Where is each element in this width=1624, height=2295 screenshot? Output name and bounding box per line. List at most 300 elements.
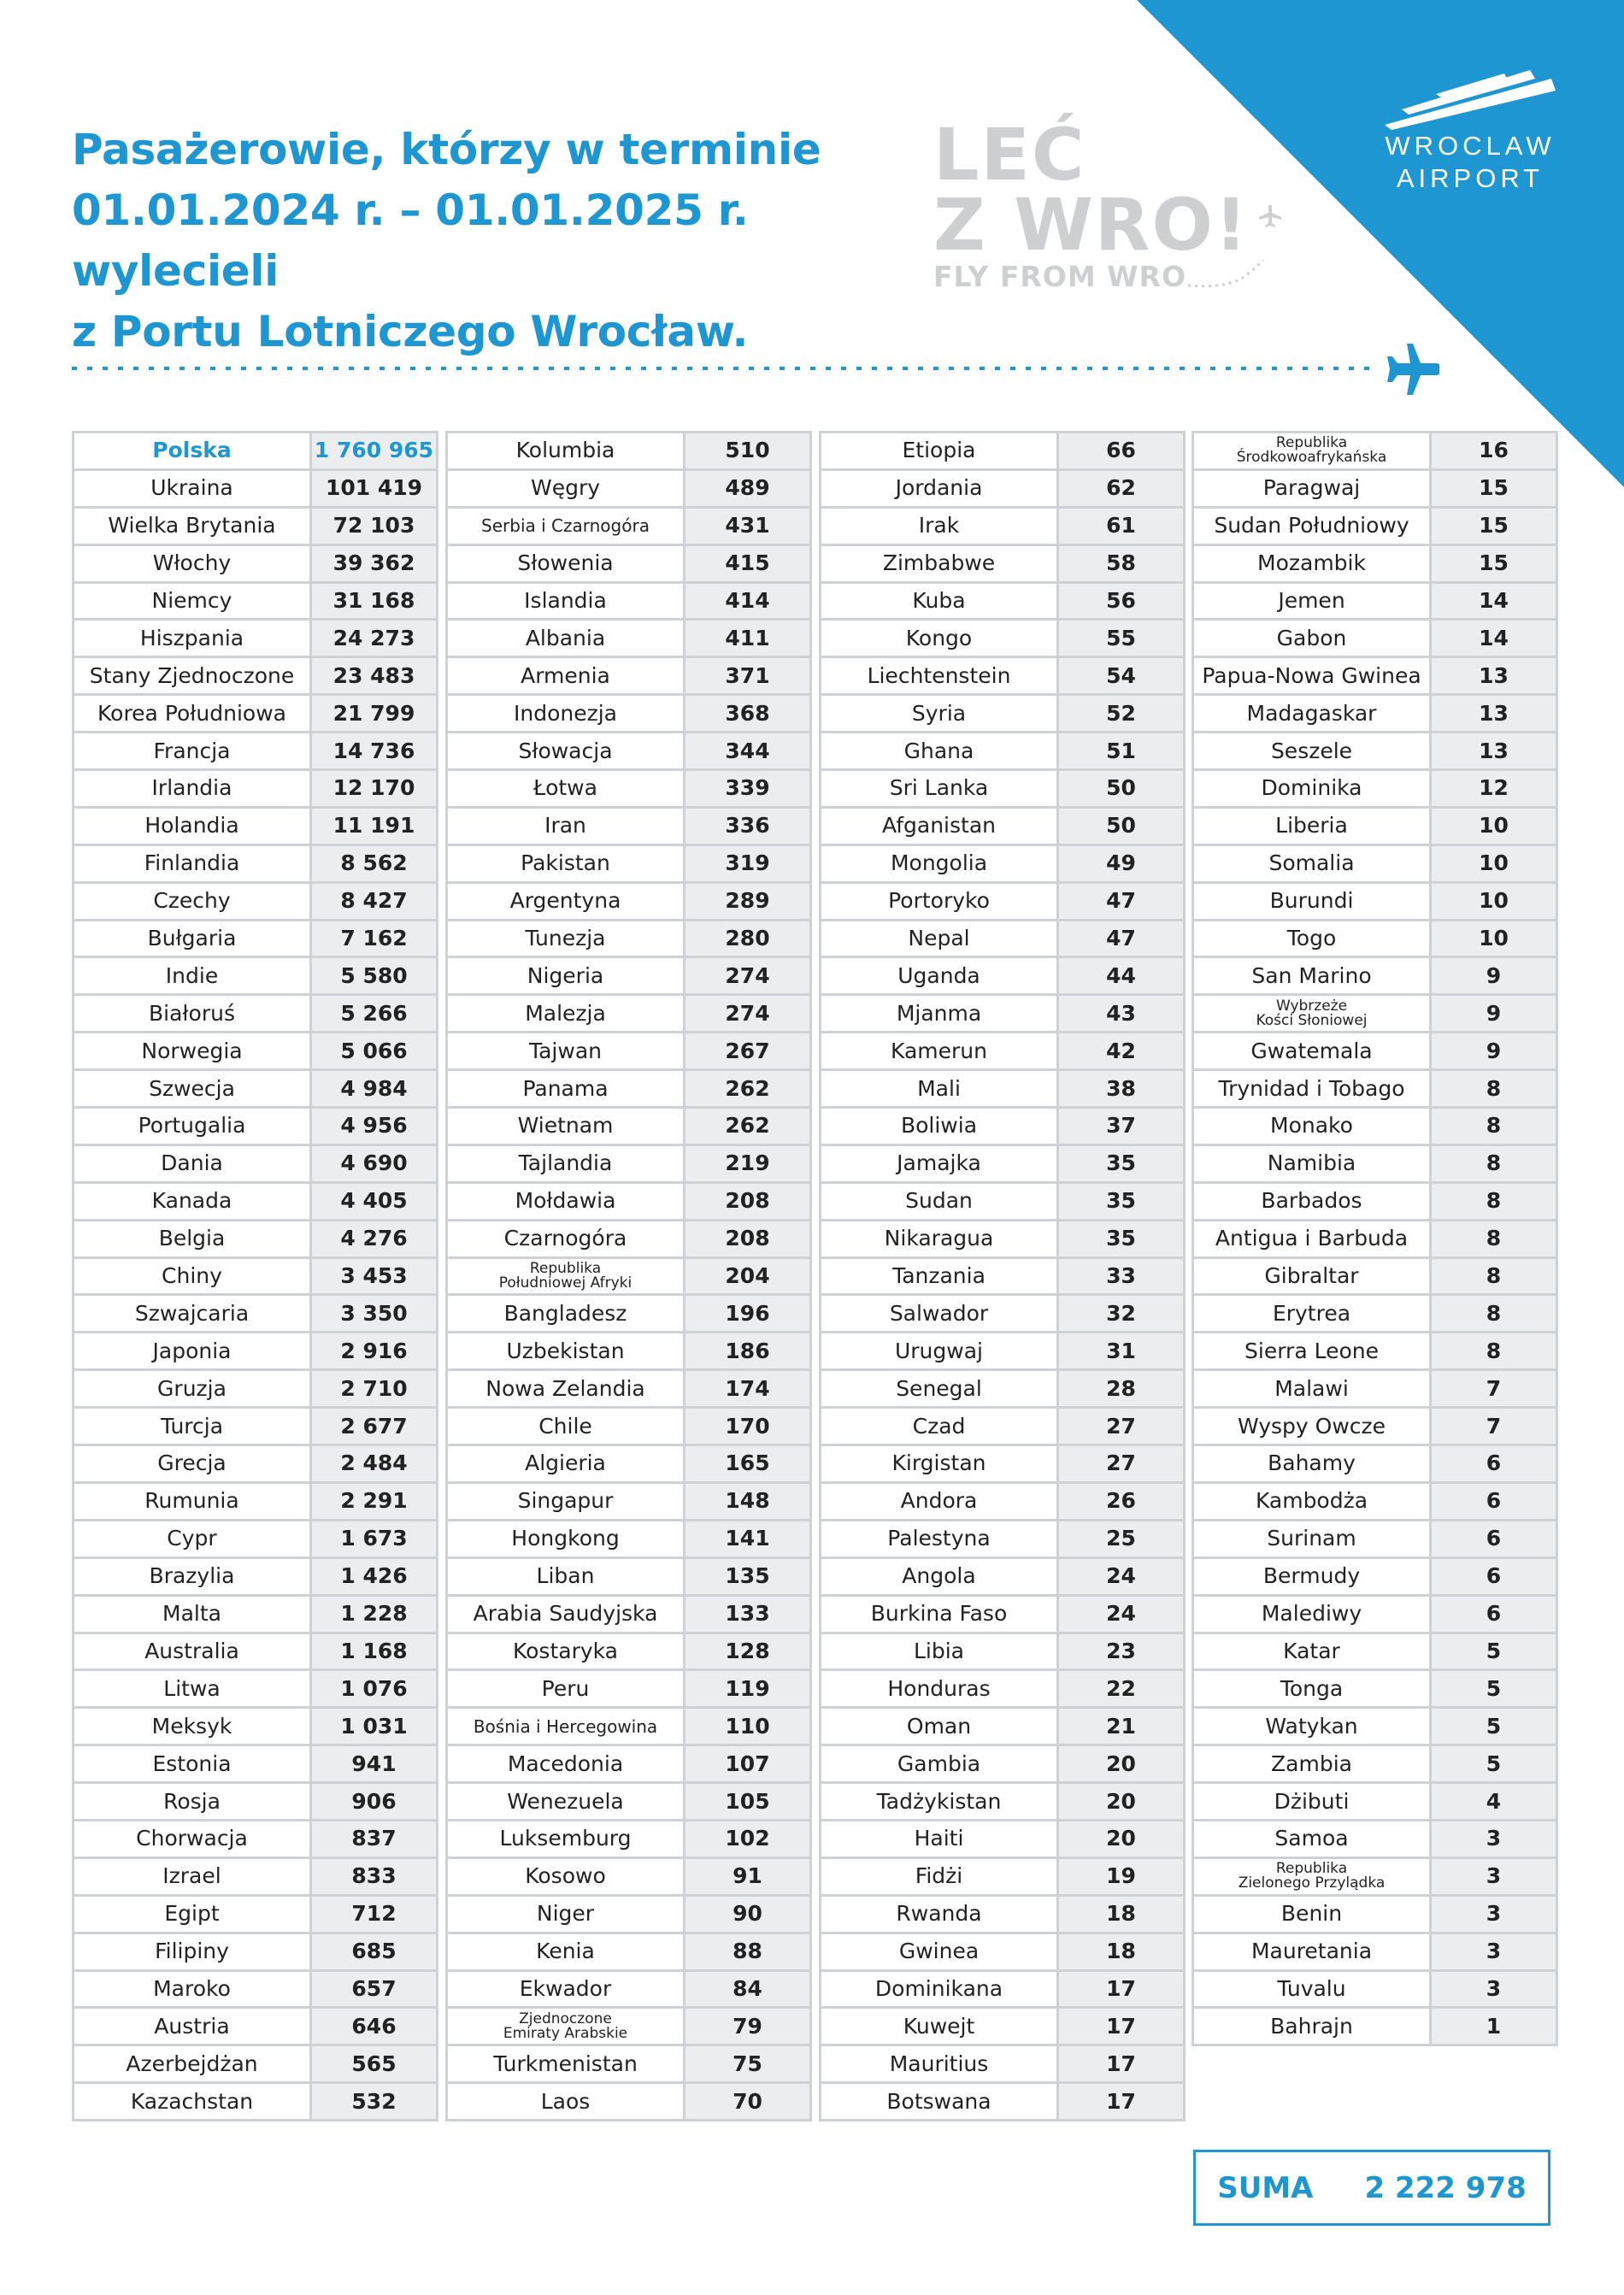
table-row <box>447 1295 811 1333</box>
country-name: Monako <box>1193 1108 1431 1145</box>
table-row <box>447 1520 811 1557</box>
country-name: Kuwejt <box>821 2008 1058 2045</box>
table-row <box>821 770 1185 808</box>
passenger-count: 6 <box>1431 1445 1557 1483</box>
passenger-count: 262 <box>685 1108 811 1145</box>
passenger-count: 33 <box>1058 1257 1185 1295</box>
passenger-count: 21 <box>1058 1708 1185 1745</box>
country-name: Mołdawia <box>447 1182 685 1220</box>
plane-icon <box>1257 203 1283 229</box>
country-name: Namibia <box>1193 1145 1431 1182</box>
passenger-count: 8 427 <box>311 882 438 920</box>
table-row <box>1193 1445 1557 1483</box>
country-name: Salwador <box>821 1295 1058 1333</box>
table-row <box>447 1783 811 1821</box>
country-name: Węgry <box>447 469 685 507</box>
table-row <box>74 1820 438 1857</box>
country-name: Laos <box>447 2083 685 2121</box>
passenger-count: 174 <box>685 1370 811 1408</box>
country-name: Zimbabwe <box>821 544 1058 582</box>
country-name: Tunezja <box>447 920 685 957</box>
passenger-count: 88 <box>685 1933 811 1970</box>
passenger-count: 7 <box>1431 1408 1557 1445</box>
passenger-count: 4 984 <box>311 1070 438 1108</box>
table-row <box>821 1595 1185 1633</box>
passenger-count: 8 <box>1431 1257 1557 1295</box>
table-row <box>821 1933 1185 1970</box>
passenger-count: 17 <box>1058 1970 1185 2008</box>
passenger-count: 22 <box>1058 1670 1185 1708</box>
table-row <box>447 1408 811 1445</box>
passenger-count: 837 <box>311 1820 438 1857</box>
table-row <box>447 1970 811 2008</box>
table-row <box>74 844 438 882</box>
table-row <box>1193 1933 1557 1970</box>
passenger-count: 2 677 <box>311 1408 438 1445</box>
country-name: Rwanda <box>821 1895 1058 1933</box>
table-row <box>1193 1145 1557 1182</box>
passenger-count: 1 426 <box>311 1557 438 1595</box>
country-name: Stany Zjednoczone <box>74 657 311 695</box>
passenger-count: 1 673 <box>311 1520 438 1557</box>
slogan-line-row <box>933 183 1292 267</box>
passenger-count: 12 <box>1431 770 1557 808</box>
passenger-count: 14 <box>1431 620 1557 657</box>
country-name: Samoa <box>1193 1820 1431 1857</box>
table-row <box>447 1633 811 1670</box>
table-row <box>821 433 1185 470</box>
table-row <box>447 1857 811 1895</box>
passenger-count: 79 <box>685 2008 811 2045</box>
country-name: Maroko <box>74 1970 311 2008</box>
passenger-count: 319 <box>685 844 811 882</box>
country-name: Estonia <box>74 1745 311 1783</box>
country-name: Litwa <box>74 1670 311 1708</box>
country-name: Bangladesz <box>447 1295 685 1333</box>
passenger-count: 267 <box>685 1033 811 1070</box>
country-name: Wybrzeże Kości Słoniowej <box>1193 995 1431 1033</box>
passenger-count: 3 <box>1431 1970 1557 2008</box>
country-name: Belgia <box>74 1220 311 1257</box>
passenger-count: 371 <box>685 657 811 695</box>
country-name: Chiny <box>74 1257 311 1295</box>
table-row <box>447 882 811 920</box>
passenger-count: 128 <box>685 1633 811 1670</box>
passenger-count: 58 <box>1058 544 1185 582</box>
passenger-count: 84 <box>685 1970 811 2008</box>
passenger-count: 336 <box>685 807 811 844</box>
country-name: Wielka Brytania <box>74 507 311 544</box>
table-row <box>447 807 811 844</box>
passenger-count: 35 <box>1058 1145 1185 1182</box>
country-name: Kazachstan <box>74 2083 311 2121</box>
country-name: Pakistan <box>447 844 685 882</box>
table-row <box>1193 1370 1557 1408</box>
country-name: Nikaragua <box>821 1220 1058 1257</box>
country-name: Białoruś <box>74 995 311 1033</box>
country-name: Nepal <box>821 920 1058 957</box>
table-row <box>447 695 811 733</box>
country-name: Słowenia <box>447 544 685 582</box>
country-name: Haiti <box>821 1820 1058 1857</box>
country-name: Gambia <box>821 1745 1058 1783</box>
passenger-count: 2 710 <box>311 1370 438 1408</box>
country-name: Izrael <box>74 1857 311 1895</box>
table-row <box>821 582 1185 620</box>
table-row <box>74 1445 438 1483</box>
table-row <box>1193 1595 1557 1633</box>
country-name: Arabia Saudyjska <box>447 1595 685 1633</box>
table-row <box>74 1970 438 2008</box>
table-row <box>821 1257 1185 1295</box>
table-row <box>1193 433 1557 470</box>
passenger-count: 13 <box>1431 695 1557 733</box>
passenger-count: 102 <box>685 1820 811 1857</box>
country-name: Uganda <box>821 957 1058 995</box>
table-row <box>74 1708 438 1745</box>
country-name: Afganistan <box>821 807 1058 844</box>
passenger-count: 35 <box>1058 1182 1185 1220</box>
passenger-count: 28 <box>1058 1370 1185 1408</box>
passenger-count: 5 <box>1431 1708 1557 1745</box>
table-row <box>821 657 1185 695</box>
country-name: Nigeria <box>447 957 685 995</box>
passenger-count: 7 162 <box>311 920 438 957</box>
table-row <box>74 2008 438 2045</box>
table-row <box>447 1895 811 1933</box>
country-name: Macedonia <box>447 1745 685 1783</box>
country-name: Mozambik <box>1193 544 1431 582</box>
country-name: Albania <box>447 620 685 657</box>
table-row <box>821 995 1185 1033</box>
passenger-count: 5 <box>1431 1745 1557 1783</box>
table-row <box>74 2083 438 2121</box>
passenger-count: 11 191 <box>311 807 438 844</box>
table-row <box>74 882 438 920</box>
passenger-count: 23 <box>1058 1633 1185 1670</box>
country-name: Algieria <box>447 1445 685 1483</box>
passenger-count: 38 <box>1058 1070 1185 1108</box>
country-name: Irak <box>821 507 1058 544</box>
passenger-count: 685 <box>311 1933 438 1970</box>
passenger-count: 101 419 <box>311 469 438 507</box>
country-name: Barbados <box>1193 1182 1431 1220</box>
table-row <box>447 1820 811 1857</box>
passenger-count: 6 <box>1431 1520 1557 1557</box>
passenger-count: 262 <box>685 1070 811 1108</box>
passenger-count: 289 <box>685 882 811 920</box>
passenger-count: 186 <box>685 1333 811 1370</box>
passenger-count: 411 <box>685 620 811 657</box>
country-name: Gwinea <box>821 1933 1058 1970</box>
table-row <box>74 1520 438 1557</box>
country-name: Jordania <box>821 469 1058 507</box>
country-name: Portoryko <box>821 882 1058 920</box>
passenger-count: 10 <box>1431 882 1557 920</box>
table-row <box>1193 733 1557 770</box>
title-line: z Portu Lotniczego Wrocław. <box>72 307 749 356</box>
country-name: Tonga <box>1193 1670 1431 1708</box>
country-name: Argentyna <box>447 882 685 920</box>
table-row <box>821 695 1185 733</box>
table-row <box>1193 1257 1557 1295</box>
country-name: Norwegia <box>74 1033 311 1070</box>
country-name: Zjednoczone Emiraty Arabskie <box>447 2008 685 2045</box>
table-row <box>447 733 811 770</box>
table-row <box>1193 1857 1557 1895</box>
country-name: Dominika <box>1193 770 1431 808</box>
country-table <box>819 431 1186 2121</box>
passenger-count: 510 <box>685 433 811 470</box>
passenger-count: 47 <box>1058 920 1185 957</box>
country-name: Malezja <box>447 995 685 1033</box>
country-name: Dania <box>74 1145 311 1182</box>
passenger-count: 5 580 <box>311 957 438 995</box>
table-row <box>74 1482 438 1520</box>
country-name: Sudan Południowy <box>1193 507 1431 544</box>
passenger-count: 280 <box>685 920 811 957</box>
table-row <box>74 1182 438 1220</box>
country-name: Bahamy <box>1193 1445 1431 1483</box>
country-name: Tajlandia <box>447 1145 685 1182</box>
passenger-count: 6 <box>1431 1557 1557 1595</box>
table-row <box>1193 1182 1557 1220</box>
country-name: Francja <box>74 733 311 770</box>
country-name: Singapur <box>447 1482 685 1520</box>
passenger-count: 3 350 <box>311 1295 438 1333</box>
passenger-count: 196 <box>685 1295 811 1333</box>
passenger-count: 66 <box>1058 433 1185 470</box>
passenger-count: 20 <box>1058 1783 1185 1821</box>
country-name: Mali <box>821 1070 1058 1108</box>
country-name: Japonia <box>74 1333 311 1370</box>
passenger-count: 219 <box>685 1145 811 1182</box>
table-row <box>447 1070 811 1108</box>
country-name: Rumunia <box>74 1482 311 1520</box>
table-row <box>74 1333 438 1370</box>
flight-path-divider <box>72 342 1439 402</box>
title-line: 01.01.2024 r. – 01.01.2025 r. wylecieli <box>72 185 749 296</box>
passenger-count: 52 <box>1058 695 1185 733</box>
table-row <box>1193 1333 1557 1370</box>
passenger-count: 2 916 <box>311 1333 438 1370</box>
table-row <box>74 544 438 582</box>
table-row <box>821 1970 1185 2008</box>
table-row <box>74 620 438 657</box>
table-row <box>74 695 438 733</box>
passenger-count: 532 <box>311 2083 438 2121</box>
passenger-count: 4 405 <box>311 1182 438 1220</box>
table-row <box>447 957 811 995</box>
country-name: Iran <box>447 807 685 844</box>
table-row <box>1193 1895 1557 1933</box>
table-row <box>74 1070 438 1108</box>
table-row <box>821 1070 1185 1108</box>
table-row <box>447 2045 811 2083</box>
country-table <box>445 431 812 2121</box>
table-row <box>447 995 811 1033</box>
table-row <box>447 469 811 507</box>
table-row <box>821 1445 1185 1483</box>
table-row <box>447 1145 811 1182</box>
table-row <box>74 733 438 770</box>
country-name: Bułgaria <box>74 920 311 957</box>
passenger-count: 119 <box>685 1670 811 1708</box>
passenger-count: 1 076 <box>311 1670 438 1708</box>
country-name: Boliwia <box>821 1108 1058 1145</box>
table-row <box>821 1670 1185 1708</box>
country-name: Polska <box>74 433 311 470</box>
passenger-count: 135 <box>685 1557 811 1595</box>
passenger-count: 62 <box>1058 469 1185 507</box>
country-name: Filipiny <box>74 1933 311 1970</box>
country-name: Jemen <box>1193 582 1431 620</box>
table-row <box>1193 957 1557 995</box>
country-name: Trynidad i Tobago <box>1193 1070 1431 1108</box>
table-row <box>1193 882 1557 920</box>
slogan-subline-row <box>933 260 1292 294</box>
table-row <box>447 1595 811 1633</box>
table-row <box>1193 469 1557 507</box>
passenger-count: 415 <box>685 544 811 582</box>
table-row <box>447 2008 811 2045</box>
country-name: Kostaryka <box>447 1633 685 1670</box>
passenger-count: 6 <box>1431 1482 1557 1520</box>
table-row <box>74 807 438 844</box>
airport-wing-icon <box>1385 70 1556 130</box>
passenger-count: 39 362 <box>311 544 438 582</box>
country-name: Egipt <box>74 1895 311 1933</box>
country-name: Czarnogóra <box>447 1220 685 1257</box>
country-name: Angola <box>821 1557 1058 1595</box>
passenger-count: 4 956 <box>311 1108 438 1145</box>
country-name: Surinam <box>1193 1520 1431 1557</box>
table-row <box>447 844 811 882</box>
passenger-count: 17 <box>1058 2083 1185 2121</box>
table-row <box>74 920 438 957</box>
passenger-count: 27 <box>1058 1408 1185 1445</box>
country-name: Republika Zielonego Przylądka <box>1193 1857 1431 1895</box>
country-name: Benin <box>1193 1895 1431 1933</box>
table-row <box>1193 1108 1557 1145</box>
passenger-count: 141 <box>685 1520 811 1557</box>
table-row <box>74 1633 438 1670</box>
passenger-count: 61 <box>1058 507 1185 544</box>
country-name: Ekwador <box>447 1970 685 2008</box>
table-row <box>447 1370 811 1408</box>
country-name: Sierra Leone <box>1193 1333 1431 1370</box>
table-row <box>1193 1033 1557 1070</box>
table-row <box>1193 695 1557 733</box>
table-row <box>74 1557 438 1595</box>
table-row <box>821 882 1185 920</box>
table-row <box>1193 1708 1557 1745</box>
passenger-count: 15 <box>1431 469 1557 507</box>
passenger-count: 4 690 <box>311 1145 438 1182</box>
table-row <box>821 1520 1185 1557</box>
country-name: Szwajcaria <box>74 1295 311 1333</box>
country-name: Turkmenistan <box>447 2045 685 2083</box>
passenger-count: 339 <box>685 770 811 808</box>
passenger-count: 18 <box>1058 1895 1185 1933</box>
table-row <box>74 507 438 544</box>
passenger-count: 32 <box>1058 1295 1185 1333</box>
table-row <box>821 1108 1185 1145</box>
table-row <box>74 1033 438 1070</box>
passenger-count: 10 <box>1431 807 1557 844</box>
country-name: Serbia i Czarnogóra <box>447 507 685 544</box>
country-name: Turcja <box>74 1408 311 1445</box>
passenger-count: 1 031 <box>311 1708 438 1745</box>
passenger-count: 20 <box>1058 1745 1185 1783</box>
country-name: Tanzania <box>821 1257 1058 1295</box>
country-name: Bahrajn <box>1193 2008 1431 2045</box>
passenger-count: 10 <box>1431 844 1557 882</box>
country-name: Indie <box>74 957 311 995</box>
airport-logo <box>1363 70 1577 207</box>
country-name: Portugalia <box>74 1108 311 1145</box>
table-row <box>1193 1670 1557 1708</box>
table-row <box>74 770 438 808</box>
passenger-count: 8 <box>1431 1145 1557 1182</box>
country-name: Australia <box>74 1633 311 1670</box>
passenger-count: 657 <box>311 1970 438 2008</box>
passenger-count: 13 <box>1431 733 1557 770</box>
country-name: Austria <box>74 2008 311 2045</box>
table-row <box>821 1857 1185 1895</box>
passenger-count: 2 484 <box>311 1445 438 1483</box>
table-row <box>447 544 811 582</box>
passenger-count: 10 <box>1431 920 1557 957</box>
airport-name-line: AIRPORT <box>1396 163 1545 193</box>
passenger-count: 14 <box>1431 582 1557 620</box>
passenger-count: 19 <box>1058 1857 1185 1895</box>
country-name: Burkina Faso <box>821 1595 1058 1633</box>
title-line: Pasażerowie, którzy w terminie <box>72 125 821 174</box>
passenger-count: 90 <box>685 1895 811 1933</box>
table-row <box>447 1333 811 1370</box>
table-row <box>74 1108 438 1145</box>
passenger-count: 9 <box>1431 995 1557 1033</box>
passenger-count: 24 <box>1058 1595 1185 1633</box>
page-title <box>72 120 927 362</box>
table-row <box>447 582 811 620</box>
table-row <box>1193 1295 1557 1333</box>
passenger-count: 3 <box>1431 1857 1557 1895</box>
table-row <box>447 1257 811 1295</box>
country-name: Niger <box>447 1895 685 1933</box>
passenger-count: 8 <box>1431 1220 1557 1257</box>
country-name: Rosja <box>74 1783 311 1821</box>
passenger-count: 43 <box>1058 995 1185 1033</box>
table-row <box>447 507 811 544</box>
country-name: Armenia <box>447 657 685 695</box>
table-row <box>74 995 438 1033</box>
table-row <box>821 1745 1185 1783</box>
table-row <box>821 469 1185 507</box>
country-name: Malawi <box>1193 1370 1431 1408</box>
passenger-count: 12 170 <box>311 770 438 808</box>
table-row <box>74 1220 438 1257</box>
table-row <box>1193 1970 1557 2008</box>
passenger-count: 26 <box>1058 1482 1185 1520</box>
passenger-count: 148 <box>685 1482 811 1520</box>
country-name: Etiopia <box>821 433 1058 470</box>
country-name: Palestyna <box>821 1520 1058 1557</box>
country-name: Libia <box>821 1633 1058 1670</box>
table-row <box>447 433 811 470</box>
table-row <box>447 657 811 695</box>
